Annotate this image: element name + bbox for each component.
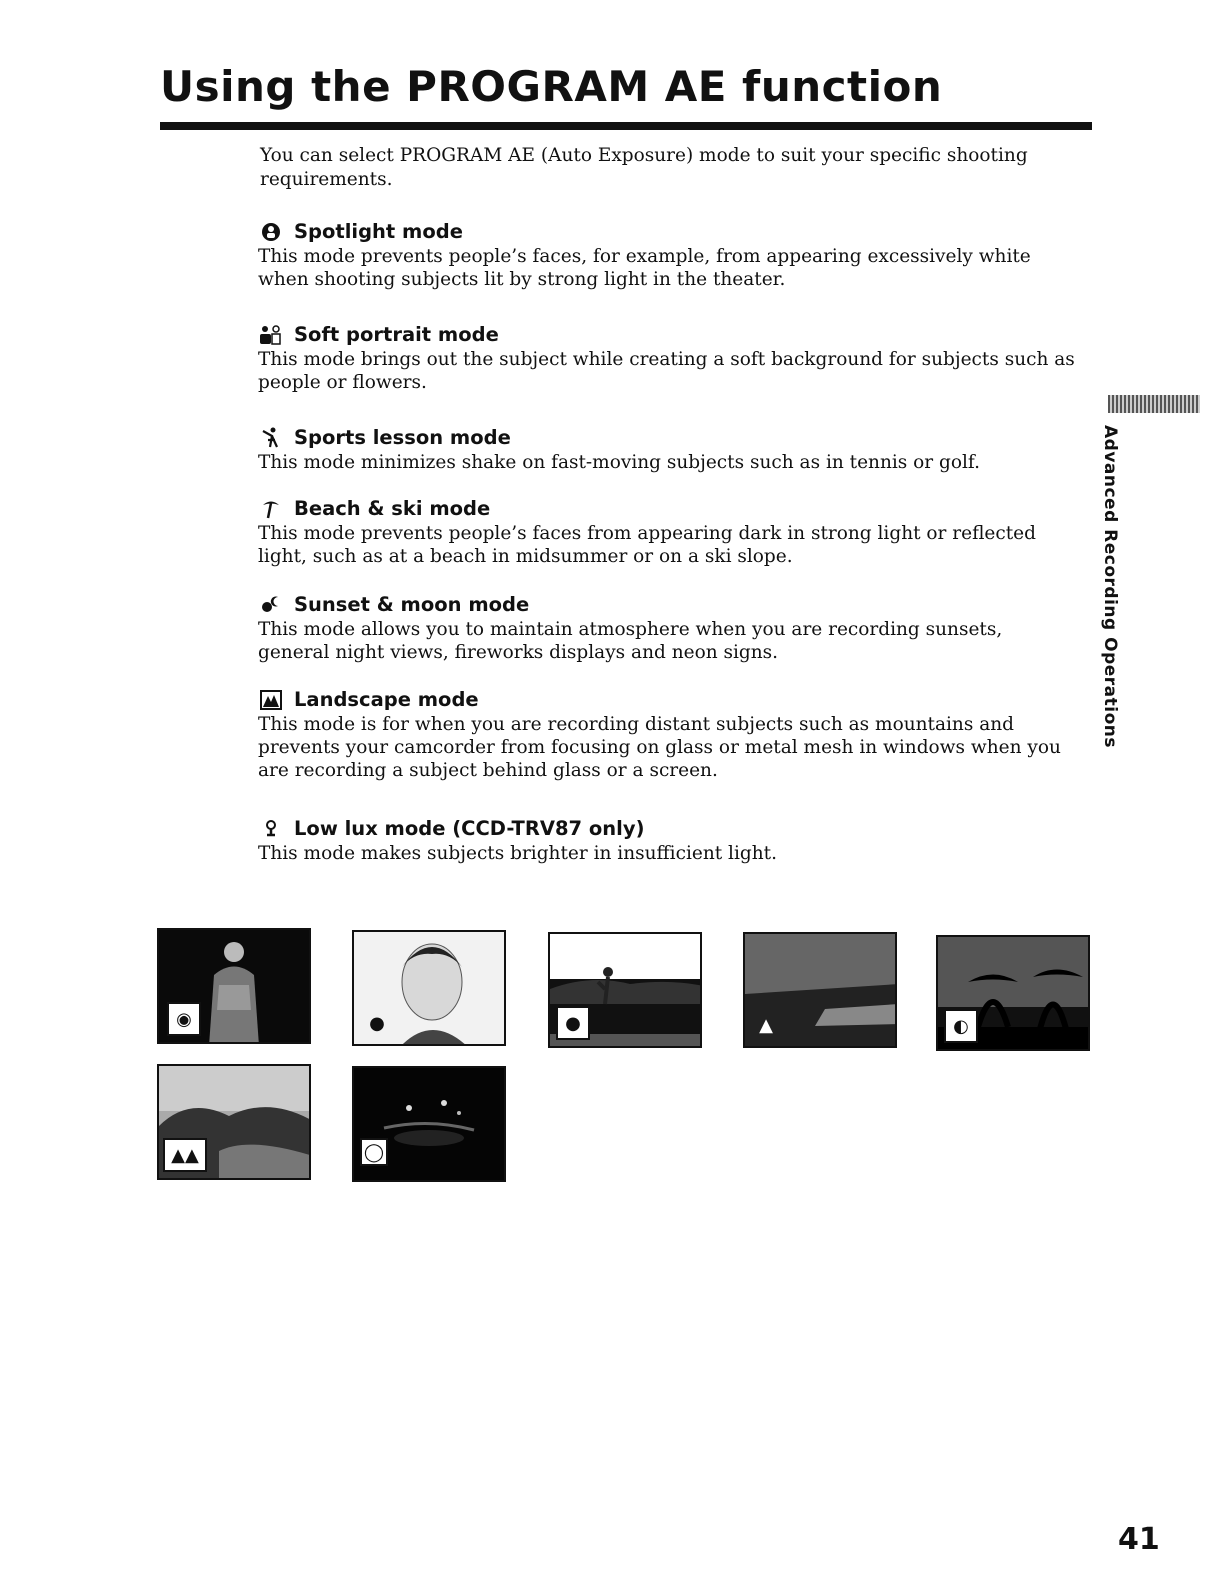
photo-soft-portrait	[352, 930, 506, 1046]
photo-sunset-moon	[936, 935, 1090, 1051]
sports-lesson-icon: ●	[556, 1006, 590, 1040]
page-number: 41	[1118, 1522, 1160, 1557]
mode-description: This mode makes subjects brighter in insufficient light.	[258, 843, 777, 864]
mode-description: This mode prevents people’s faces, for example, from appearing excessively white when shooting subjects lit by strong light in the theater.	[258, 246, 1031, 290]
mode-description: This mode prevents people’s faces from appearing dark in strong light or reflected light, such as at a beach in midsummer or on a ski slope.	[258, 523, 1036, 567]
mode-beach-ski	[258, 497, 1078, 568]
mode-title: Spotlight mode	[294, 220, 463, 243]
photo-beach-ski	[743, 932, 897, 1048]
mode-title: Landscape mode	[294, 688, 479, 711]
mode-description: This mode minimizes shake on fast-moving subjects such as in tennis or golf.	[258, 452, 980, 473]
side-tab-marker	[1108, 395, 1200, 413]
mode-description: This mode allows you to maintain atmosphere when you are recording sunsets, general night views, fireworks displays and neon signs.	[258, 619, 1003, 663]
mode-title: Sunset & moon mode	[294, 593, 530, 616]
beach-ski-icon: ▲	[759, 1014, 773, 1036]
mode-spotlight	[258, 220, 1078, 291]
landscape-icon	[258, 689, 284, 711]
soft-portrait-icon: ●	[369, 1012, 385, 1034]
sunset-moon-icon	[258, 594, 284, 616]
spotlight-icon: ◉	[167, 1002, 201, 1036]
section-side-label: Advanced Recording Operations	[1100, 425, 1120, 748]
sunset-moon-icon: ◐	[944, 1009, 978, 1043]
low-lux-icon	[258, 818, 284, 840]
mode-description: This mode is for when you are recording distant subjects such as mountains and prevents your camcorder from focusing on glass or metal mesh in windows when you are recording a subject behind glass or a screen.	[258, 714, 1061, 781]
low-lux-icon: ◯	[360, 1138, 388, 1166]
mode-title: Beach & ski mode	[294, 497, 491, 520]
photo-low-lux	[352, 1066, 506, 1182]
mode-landscape	[258, 688, 1078, 782]
photo-sports-lesson	[548, 932, 702, 1048]
title-rule	[160, 122, 1092, 130]
mode-sunset-moon	[258, 593, 1078, 664]
mode-title: Low lux mode (CCD-TRV87 only)	[294, 817, 645, 840]
mode-sports-lesson	[258, 426, 1078, 474]
page-title: Using the PROGRAM AE function	[160, 62, 943, 111]
beach-ski-icon	[258, 498, 284, 520]
mode-soft-portrait	[258, 323, 1078, 394]
mode-description: This mode brings out the subject while creating a soft background for subjects such as people or flowers.	[258, 349, 1075, 393]
photo-spotlight	[157, 928, 311, 1044]
soft-portrait-icon	[258, 324, 284, 346]
intro-paragraph: You can select PROGRAM AE (Auto Exposure) mode to suit your specific shooting requirements.	[260, 145, 1028, 190]
spotlight-icon	[258, 221, 284, 243]
mode-title: Sports lesson mode	[294, 426, 511, 449]
photo-landscape	[157, 1064, 311, 1180]
sports-lesson-icon	[258, 427, 284, 449]
mode-low-lux	[258, 817, 1078, 865]
mode-title: Soft portrait mode	[294, 323, 499, 346]
landscape-icon: ▲▲	[163, 1138, 207, 1172]
